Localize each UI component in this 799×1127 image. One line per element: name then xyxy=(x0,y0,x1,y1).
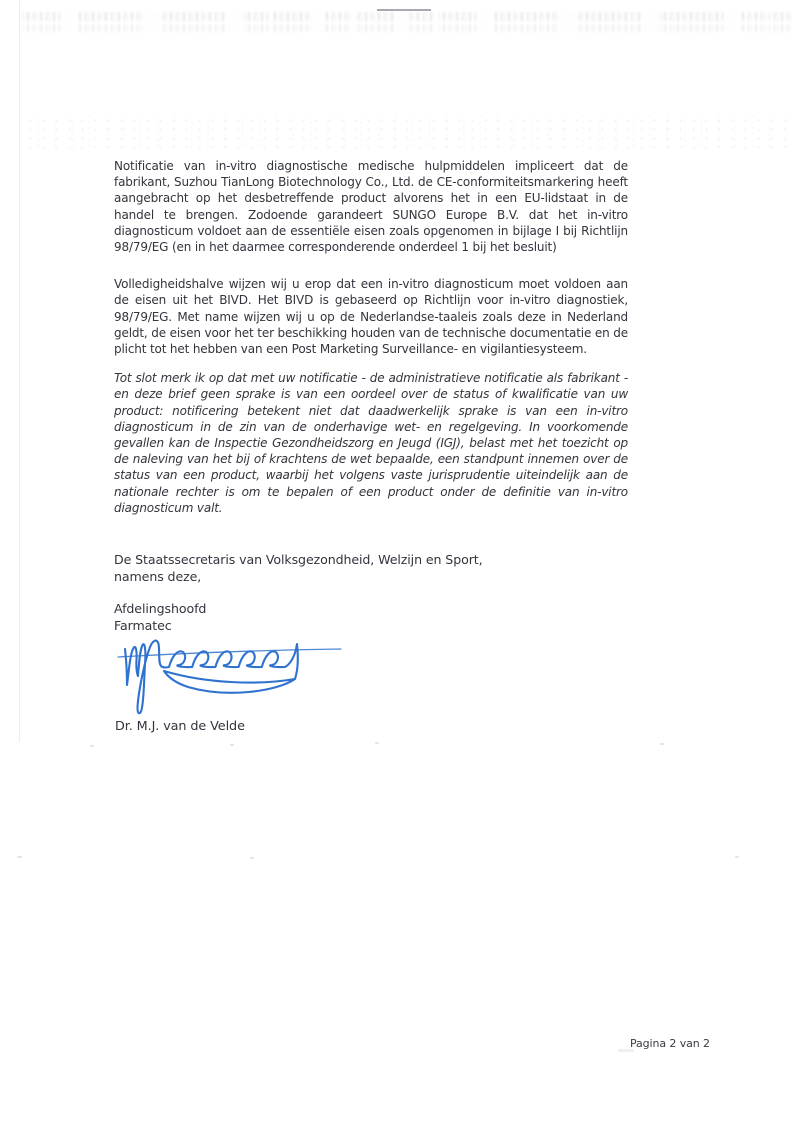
scan-page-edge-line xyxy=(19,0,20,742)
signatory-line: De Staatssecretaris van Volksgezondheid, Welzijn en Sport, xyxy=(114,552,483,567)
paragraph-tot-slot: Tot slot merk ik op dat met uw notificatie - de administratieve notificatie als fabrikant - en deze brief geen sprake is van een oordeel over de status of kwalificatie van uw product: notificering betekent niet dat daadwerkelijk sprake is van een in-vitro diagnosticum in de zin van de onderhavige wet- en regelgeving. In voorkomende gevallen kan de Inspectie Gezondheidszorg en Jeugd (IGJ), belast met het toezicht op de naleving van het bij of krachtens de wet bepaalde, een standpunt innemen over de status van een product, waarbij het volgens vaste jurisprudentie uiteindelijk aan de nationale rechter is om te bepalen of een product onder de definitie van in-vitro diagnosticum valt. xyxy=(114,371,628,515)
scan-bleedthrough-band-2 xyxy=(24,116,789,148)
closing-signatory-block xyxy=(114,551,483,585)
letter-body xyxy=(114,158,628,516)
scan-speck xyxy=(90,745,94,747)
scan-speck xyxy=(17,856,22,858)
signature-main-stroke xyxy=(125,641,298,714)
scan-speck xyxy=(250,857,254,859)
scan-bleedthrough-band-top-1 xyxy=(20,12,793,21)
signer-name: Dr. M.J. van de Velde xyxy=(115,719,245,734)
scan-speck xyxy=(735,856,739,858)
scan-speck xyxy=(375,742,379,744)
paragraph-volledigheidshalve: Volledigheidshalve wijzen wij u erop dat een in-vitro diagnosticum moet voldoen aan de eisen uit het BIVD. Het BIVD is gebaseerd op Richtlijn voor in-vitro diagnostiek, 98/79/EG. Met name wijzen wij u op de Nederlandse-taaleis zoals deze in Nederland geldt, de eisen voor het ter beschikking houden van de technische documentatie en de plicht tot het hebben van een Post Marketing Surveillance- en vigilantiesysteem. xyxy=(114,277,628,357)
page-number: Pagina 2 van 2 xyxy=(630,1037,710,1050)
closing-role-block xyxy=(114,600,206,634)
handwritten-signature xyxy=(108,632,348,724)
scan-bleedthrough-band-top-2 xyxy=(20,24,793,32)
paragraph-notificatie: Notificatie van in-vitro diagnostische medische hulpmiddelen impliceert dat de fabrikant, Suzhou TianLong Biotechnology Co., Ltd. de CE-conformiteitsmarkering heeft aangebracht op het desbetreffende product alvorens het in een EU-lidstaat in de handel te brengen. Zodoende garandeert SUNGO Europe B.V. dat het in-vitro diagnosticum voldoet aan de essentiële eisen zoals opgenomen in bijlage I bij Richtlijn 98/79/EG (en in het daarmee corresponderende onderdeel 1 bij het besluit) xyxy=(114,159,628,255)
scan-speck xyxy=(230,744,234,746)
scan-speck xyxy=(660,743,664,745)
role-line: Afdelingshoofd xyxy=(114,601,207,616)
namens-line: namens deze, xyxy=(114,569,202,584)
department-line: Farmatec xyxy=(114,618,172,633)
scan-fold-mark xyxy=(377,9,431,11)
